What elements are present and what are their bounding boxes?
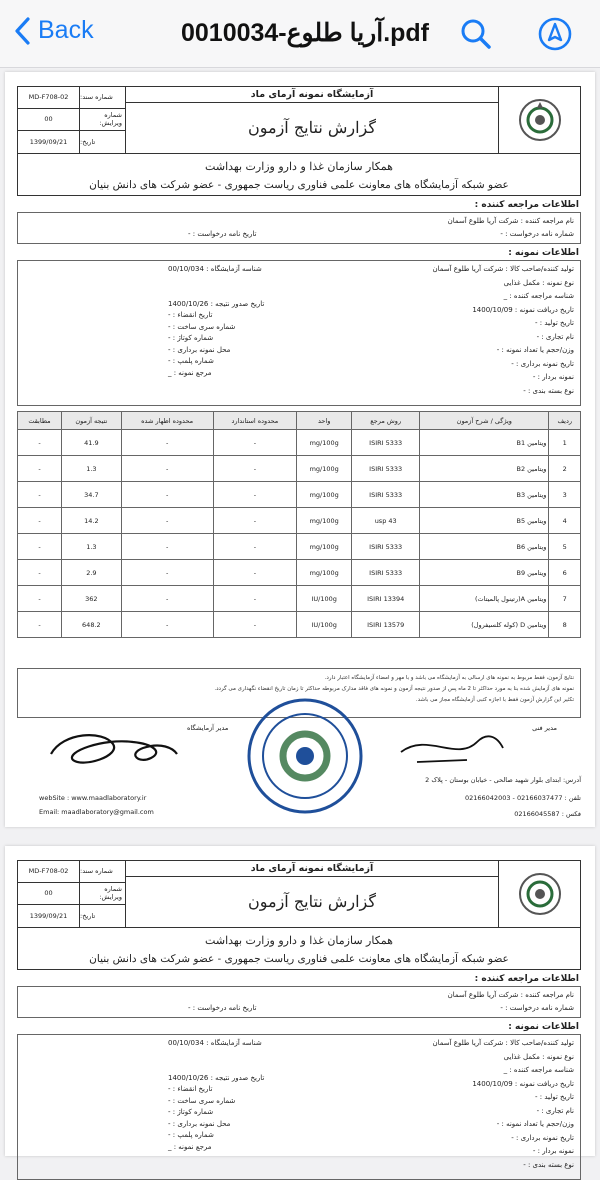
doc-no-label-2: شماره سند: bbox=[80, 867, 113, 876]
rev-no-2: 00 bbox=[18, 883, 80, 904]
sample-field: تولید کننده/صاحب کالا : شرکت آریا طلوع آسمان bbox=[432, 265, 574, 273]
table-cell: - bbox=[213, 508, 297, 534]
table-cell: - bbox=[213, 560, 297, 586]
column-header: ویژگی / شرح آزمون bbox=[420, 412, 549, 430]
table-cell: 7 bbox=[549, 586, 581, 612]
sample-field: نوع نمونه : مکمل غذایی bbox=[503, 278, 574, 287]
table-cell: ویتامین B5 bbox=[420, 508, 549, 534]
date-label-2: تاریخ: bbox=[80, 911, 96, 920]
p2-sample-field: شناسه آزمایشگاه : 00/10/034 bbox=[168, 1039, 262, 1047]
affiliation-line-2: عضو شبکه آزمایشگاه های معاونت علمی فناوری ریاست جمهوری - عضو شرکت های دانش بنیان bbox=[89, 179, 509, 191]
pdf-page-1[interactable] bbox=[5, 72, 595, 827]
doc-code-box bbox=[18, 87, 126, 153]
table-cell: - bbox=[121, 534, 213, 560]
doc-no-label: شماره سند: bbox=[80, 93, 113, 102]
table-cell: 1.3 bbox=[62, 456, 122, 482]
lab-manager-label: مدیر آزمایشگاه bbox=[187, 724, 229, 732]
request-date: تاریخ نامه درخواست : - bbox=[188, 230, 257, 238]
column-header: نتیجه آزمون bbox=[62, 412, 122, 430]
p2-sample-field: نام تجاری : - bbox=[536, 1106, 574, 1115]
table-cell: mg/100g bbox=[297, 482, 352, 508]
table-cell: - bbox=[213, 456, 297, 482]
p2-sample-field: محل نمونه برداری : - bbox=[168, 1119, 231, 1128]
sample-field: محل نمونه برداری : - bbox=[168, 345, 231, 354]
lab-name: آزمایشگاه نمونه آرمای ماد bbox=[126, 87, 498, 103]
signature-area bbox=[17, 720, 581, 782]
table-cell: - bbox=[18, 430, 62, 456]
table-cell: - bbox=[121, 586, 213, 612]
table-cell: 8 bbox=[549, 612, 581, 638]
column-header: مطابقت bbox=[18, 412, 62, 430]
table-cell: usp 43 bbox=[352, 508, 420, 534]
sample-field: تاریخ نمونه برداری : - bbox=[511, 359, 574, 368]
sample-field: شناسه آزمایشگاه : 00/10/034 bbox=[168, 265, 262, 273]
sample-field: نام تجاری : - bbox=[536, 332, 574, 341]
lab-logo-2 bbox=[498, 861, 580, 927]
chevron-left-icon bbox=[14, 17, 30, 45]
sample-field: شماره کوتاژ : - bbox=[168, 334, 214, 342]
affiliation-line-2-p2: عضو شبکه آزمایشگاه های معاونت علمی فناوری ریاست جمهوری - عضو شرکت های دانش بنیان bbox=[89, 953, 509, 965]
doc-no-2: MD-F708-02 bbox=[18, 861, 80, 882]
doc-date-2: 1399/09/21 bbox=[18, 905, 80, 927]
table-cell: ISIRI 13394 bbox=[352, 586, 420, 612]
manager-signature bbox=[397, 722, 507, 772]
sample-field: مرجع نمونه : _ bbox=[168, 368, 212, 377]
table-cell: IU/100g bbox=[297, 586, 352, 612]
table-cell: mg/100g bbox=[297, 508, 352, 534]
p2-sample-field: تاریخ انقضاء : - bbox=[168, 1085, 213, 1093]
affiliation-line-1: همکار سازمان غذا و دارو وزارت بهداشت bbox=[205, 160, 393, 173]
note-3: تکثیر این گزارش آزمون فقط با اجازه کتبی آزمایشگاه مجاز می باشد. bbox=[415, 697, 574, 703]
table-cell: 2 bbox=[549, 456, 581, 482]
table-cell: - bbox=[213, 534, 297, 560]
client-section-title-2: اطلاعات مراجعه کننده : bbox=[474, 974, 579, 984]
table-row bbox=[18, 456, 581, 482]
table-cell: - bbox=[18, 482, 62, 508]
table-cell: 3 bbox=[549, 482, 581, 508]
sample-box-2 bbox=[17, 1034, 581, 1180]
p2-sample-field: شماره پلمپ : - bbox=[168, 1131, 214, 1139]
p2-sample-field: شناسه مراجعه کننده : _ bbox=[503, 1066, 574, 1074]
table-cell: ویتامین B6 bbox=[420, 534, 549, 560]
table-cell: 2.9 bbox=[62, 560, 122, 586]
affiliation-line-1-p2: همکار سازمان غذا و دارو وزارت بهداشت bbox=[205, 934, 393, 947]
back-button[interactable] bbox=[14, 16, 94, 45]
doc-date: 1399/09/21 bbox=[18, 131, 80, 153]
table-cell: 5 bbox=[549, 534, 581, 560]
table-cell: - bbox=[121, 560, 213, 586]
nav-bar bbox=[0, 0, 600, 68]
lab-name-2: آزمایشگاه نمونه آرمای ماد bbox=[126, 861, 498, 877]
column-header: واحد bbox=[297, 412, 352, 430]
table-cell: ISIRI 5333 bbox=[352, 534, 420, 560]
p2-sample-field: نمونه بردار : - bbox=[532, 1147, 574, 1155]
fax: فکس : 02166045587 bbox=[514, 810, 581, 818]
table-row bbox=[18, 612, 581, 638]
table-cell: - bbox=[121, 482, 213, 508]
p2-sample-field: تاریخ تولید : - bbox=[535, 1093, 574, 1101]
table-cell: - bbox=[18, 560, 62, 586]
note-1: نتایج آزمون، فقط مربوط به نمونه های ارسالی به آزمایشگاه می باشد و با مهر و امضاء آزمایشگاه اعتبار دارد. bbox=[324, 675, 574, 681]
client-name-2: نام مراجعه کننده : شرکت آریا طلوع آسمان bbox=[447, 991, 574, 999]
table-cell: - bbox=[18, 612, 62, 638]
client-section-title: اطلاعات مراجعه کننده : bbox=[474, 200, 579, 210]
table-cell: ISIRI 5333 bbox=[352, 430, 420, 456]
note-2: نمونه های آزمایش شده بنا به مورد حداکثر تا 2 ماه پس از صدور نتیجه آزمون و نمونه های فاقد مدارک مربوطه حداکثر تا زمان تاریخ انقضاء نگهداری می گردد. bbox=[214, 686, 574, 692]
table-cell: ISIRI 13579 bbox=[352, 612, 420, 638]
table-cell: 34.7 bbox=[62, 482, 122, 508]
signature-mark bbox=[43, 724, 183, 776]
table-cell: - bbox=[121, 456, 213, 482]
table-cell: IU/100g bbox=[297, 612, 352, 638]
sample-field: شماره سری ساخت : - bbox=[168, 322, 236, 331]
report-title-2: گزارش نتایج آزمون bbox=[247, 892, 376, 911]
lab-logo bbox=[498, 87, 580, 153]
column-header: محدوده استاندارد bbox=[213, 412, 297, 430]
back-label: Back bbox=[38, 16, 94, 44]
client-box bbox=[17, 212, 581, 244]
p2-sample-field: شماره کوتاژ : - bbox=[168, 1108, 214, 1116]
sample-field: تاریخ صدور نتیجه : 1400/10/26 bbox=[168, 299, 265, 308]
rev-label: شماره ویرایش: bbox=[99, 111, 122, 128]
rev-no: 00 bbox=[18, 109, 80, 130]
table-cell: - bbox=[121, 508, 213, 534]
column-header: محدوده اظهار شده bbox=[121, 412, 213, 430]
sample-field: نوع بسته بندی : - bbox=[523, 386, 574, 395]
report-title: گزارش نتایج آزمون bbox=[247, 118, 376, 137]
table-cell: - bbox=[18, 508, 62, 534]
p2-sample-field: نوع نمونه : مکمل غذایی bbox=[503, 1052, 574, 1061]
table-row bbox=[18, 482, 581, 508]
table-cell: ویتامین B2 bbox=[420, 456, 549, 482]
markup-icon[interactable] bbox=[537, 16, 573, 52]
table-cell: ISIRI 5333 bbox=[352, 482, 420, 508]
p2-sample-field: تاریخ نمونه برداری : - bbox=[511, 1133, 574, 1142]
doc-code-box-2 bbox=[18, 861, 126, 927]
table-cell: - bbox=[18, 586, 62, 612]
table-cell: ویتامین D (کوله کلسیفرول) bbox=[420, 612, 549, 638]
sample-field: وزن/حجم یا تعداد نمونه : - bbox=[496, 346, 574, 354]
website[interactable]: webSite : www.maadlaboratory.ir bbox=[39, 794, 147, 802]
affiliation-box-2 bbox=[17, 928, 581, 970]
table-row bbox=[18, 430, 581, 456]
table-cell: - bbox=[213, 482, 297, 508]
affiliation-box bbox=[17, 154, 581, 196]
table-cell: - bbox=[121, 430, 213, 456]
sample-field: شناسه مراجعه کننده : _ bbox=[503, 292, 574, 300]
table-cell: 41.9 bbox=[62, 430, 122, 456]
lab-stamp bbox=[245, 696, 365, 816]
table-cell: mg/100g bbox=[297, 456, 352, 482]
table-cell: ویتامین B9 bbox=[420, 560, 549, 586]
table-row bbox=[18, 534, 581, 560]
table-cell: - bbox=[121, 612, 213, 638]
table-cell: 648.2 bbox=[62, 612, 122, 638]
results-table bbox=[17, 411, 581, 638]
table-cell: ISIRI 5333 bbox=[352, 560, 420, 586]
sample-field: تاریخ دریافت نمونه : 1400/10/09 bbox=[472, 305, 574, 314]
column-header: ردیف bbox=[549, 412, 581, 430]
report-header-2 bbox=[17, 860, 581, 928]
email[interactable]: Email: maadlaboratory@gmail.com bbox=[39, 808, 154, 816]
phone: تلفن : 02166037477 - 02166042003 bbox=[464, 794, 581, 802]
sample-section-title-2: اطلاعات نمونه : bbox=[508, 1022, 579, 1032]
table-cell: ISIRI 5333 bbox=[352, 456, 420, 482]
p2-sample-field: وزن/حجم یا تعداد نمونه : - bbox=[496, 1120, 574, 1128]
client-name: نام مراجعه کننده : شرکت آریا طلوع آسمان bbox=[447, 217, 574, 225]
client-box-2 bbox=[17, 986, 581, 1018]
sample-field: تاریخ انقضاء : - bbox=[168, 311, 213, 319]
table-cell: - bbox=[213, 586, 297, 612]
table-cell: 6 bbox=[549, 560, 581, 586]
table-cell: mg/100g bbox=[297, 534, 352, 560]
technical-manager-label: مدیر فنی bbox=[532, 724, 557, 732]
address: آدرس: ابتدای بلوار شهید صالحی - خیابان بوستان - پلاک 2 bbox=[425, 776, 581, 784]
table-row bbox=[18, 508, 581, 534]
date-label: تاریخ: bbox=[80, 137, 96, 146]
table-cell: - bbox=[18, 534, 62, 560]
table-cell: 1 bbox=[549, 430, 581, 456]
p2-sample-field: نوع بسته بندی : - bbox=[523, 1160, 574, 1169]
table-cell: ویتامین B3 bbox=[420, 482, 549, 508]
report-header bbox=[17, 86, 581, 154]
table-cell: - bbox=[18, 456, 62, 482]
table-cell: mg/100g bbox=[297, 560, 352, 586]
table-row bbox=[18, 560, 581, 586]
pdf-page-2[interactable] bbox=[5, 846, 595, 1169]
request-number-2: شماره نامه درخواست : - bbox=[500, 1004, 574, 1012]
file-title: 0010034-آریا طلوع.pdf bbox=[180, 19, 430, 47]
sample-field: تاریخ تولید : - bbox=[535, 319, 574, 327]
table-cell: mg/100g bbox=[297, 430, 352, 456]
table-cell: 1.3 bbox=[62, 534, 122, 560]
request-number: شماره نامه درخواست : - bbox=[500, 230, 574, 238]
p2-sample-field: تاریخ دریافت نمونه : 1400/10/09 bbox=[472, 1079, 574, 1088]
p2-sample-field: مرجع نمونه : _ bbox=[168, 1142, 212, 1151]
p2-sample-field: شماره سری ساخت : - bbox=[168, 1096, 236, 1105]
sample-field: نمونه بردار : - bbox=[532, 373, 574, 381]
search-icon[interactable] bbox=[458, 16, 494, 52]
sample-field: شماره پلمپ : - bbox=[168, 357, 214, 365]
table-cell: 362 bbox=[62, 586, 122, 612]
p2-sample-field: تولید کننده/صاحب کالا : شرکت آریا طلوع آسمان bbox=[432, 1039, 574, 1047]
table-cell: 4 bbox=[549, 508, 581, 534]
rev-label-2: شماره ویرایش: bbox=[99, 885, 122, 902]
table-cell: ویتامین A(رتینول پالمیتات) bbox=[420, 586, 549, 612]
table-cell: - bbox=[213, 430, 297, 456]
sample-box bbox=[17, 260, 581, 406]
doc-no: MD-F708-02 bbox=[18, 87, 80, 108]
column-header: روش مرجع bbox=[352, 412, 420, 430]
table-cell: ویتامین B1 bbox=[420, 430, 549, 456]
request-date-2: تاریخ نامه درخواست : - bbox=[188, 1004, 257, 1012]
sample-section-title: اطلاعات نمونه : bbox=[508, 248, 579, 258]
table-cell: 14.2 bbox=[62, 508, 122, 534]
table-row bbox=[18, 586, 581, 612]
p2-sample-field: تاریخ صدور نتیجه : 1400/10/26 bbox=[168, 1073, 265, 1082]
table-cell: - bbox=[213, 612, 297, 638]
